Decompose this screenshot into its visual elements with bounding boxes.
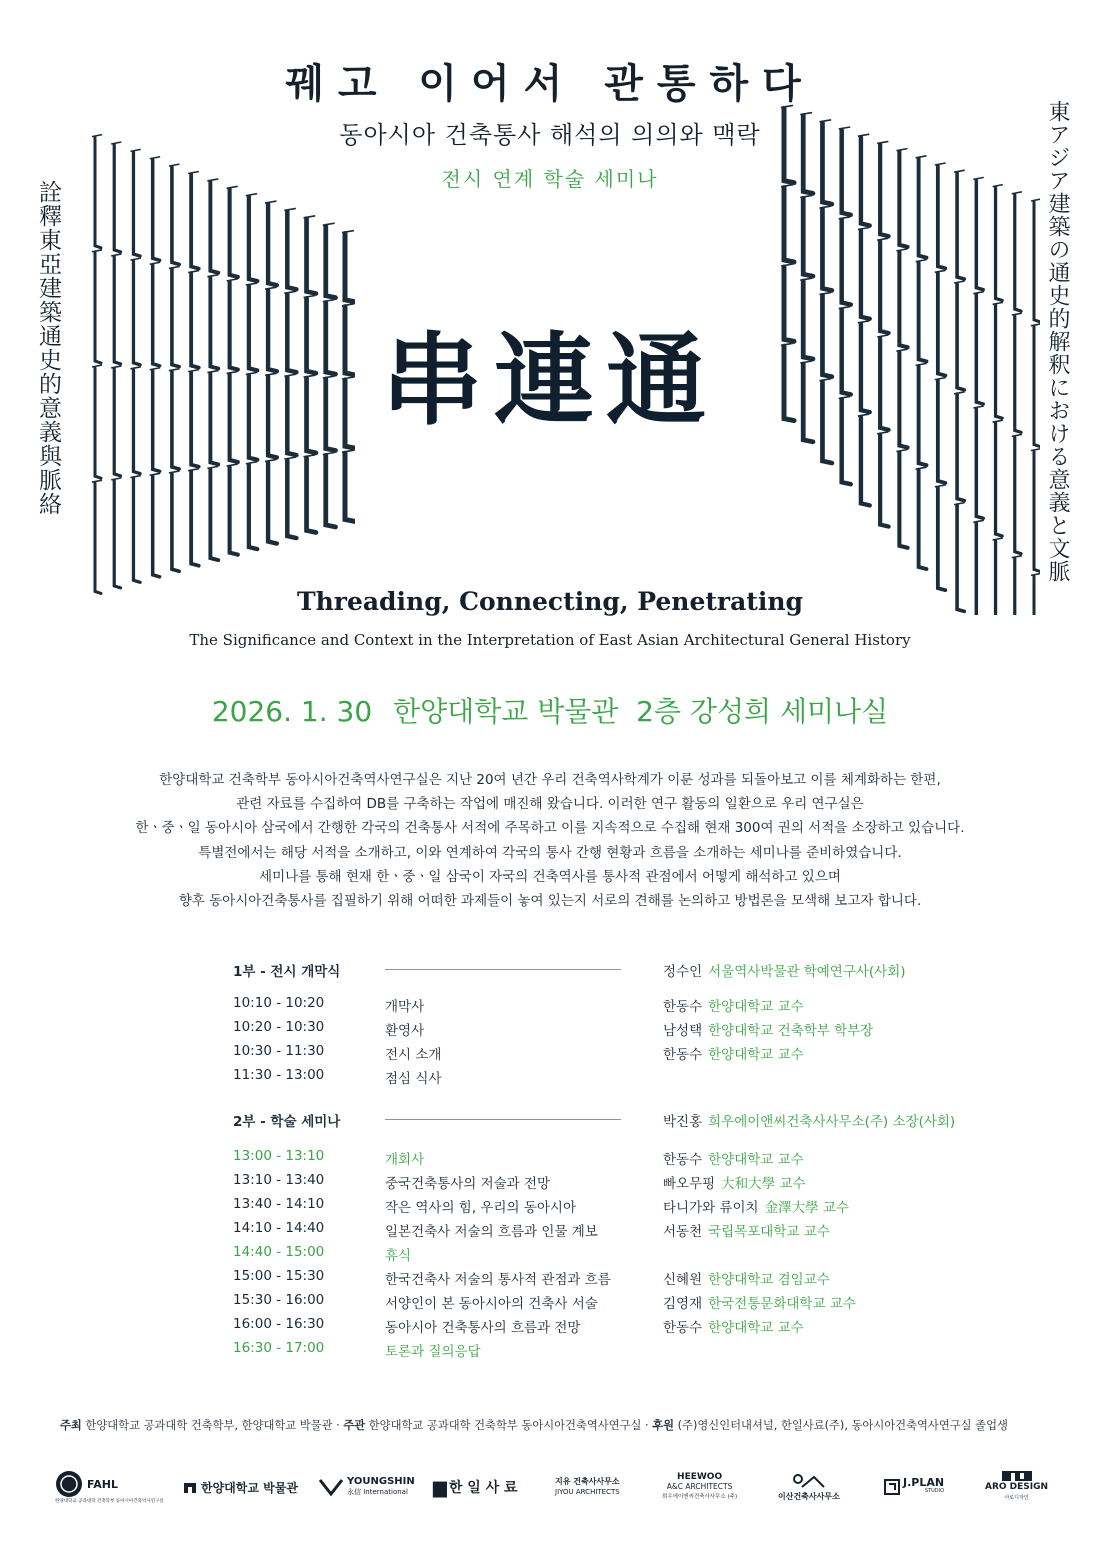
session-time: 10:20 - 10:30 (233, 1019, 325, 1035)
schedule-row (233, 1340, 983, 1360)
brush-stroke-cap (227, 464, 238, 466)
brush-stroke-cap (304, 216, 316, 218)
brush-stroke (268, 204, 277, 285)
credits-line (60, 1417, 1050, 1433)
intro-line: 한양대학교 건축학부 동아시아건축역사연구실은 지난 20여 년간 우리 건축역사학계가 이룬 성과를 되돌아보고 이를 체계화하는 한편, (159, 772, 941, 788)
brush-stroke-cap (839, 217, 851, 219)
brush-stroke (307, 219, 316, 294)
brush-stroke (822, 209, 831, 290)
intro-line: 관련 자료를 수집하여 DB를 구축하는 작업에 매진해 왔습니다. 이러한 연구 활동의 일환으로 우리 연구실은 (236, 796, 864, 813)
brush-stroke-cap (150, 262, 160, 264)
brush-stroke (1034, 452, 1040, 572)
brush-stroke-cap (993, 538, 1003, 540)
jplan-mark-icon (883, 1478, 901, 1496)
seal-icon (55, 1470, 83, 1498)
session-time: 15:00 - 15:30 (233, 1268, 325, 1284)
english-title: Threading, Connecting, Penetrating (297, 587, 803, 616)
session-program: 점심 식사 (385, 1071, 442, 1087)
schedule-row (233, 1268, 983, 1288)
intro-line: 한ㆍ중ㆍ일 동아시아 삼국에서 간행한 각국의 건축통사 서적에 주목하고 이를 지속적으로 수집해 현재 300여 권의 서적을 소장하고 있습니다. (135, 820, 965, 837)
intro-line: 향후 동아시아건축통사를 집필하기 위해 어떠한 과제들이 놓여 있는지 서로의 견해를 논의하고 방법론을 모색해 보고자 합니다. (178, 893, 922, 910)
aro-text: ARO DESIGN (985, 1482, 1049, 1492)
hanil-logo (433, 1462, 518, 1512)
brush-stroke-cap (265, 459, 276, 461)
speaker-affiliation: 大和大學 교수 (721, 1176, 806, 1192)
brush-stroke (230, 189, 238, 277)
intro-line: 특별전에서는 해당 서적을 소개하고, 이와 연계하여 각국의 통사 간행 현황과 흐름을 소개하는 세미나를 준비하였습니다. (198, 844, 902, 861)
brush-stroke-cap (169, 266, 180, 268)
speaker-affiliation: 한양대학교 교수 (708, 1047, 804, 1063)
brush-stroke (95, 138, 101, 248)
brush-stroke (210, 182, 218, 273)
brush-stroke (230, 467, 238, 555)
main-title: 꿰고 이어서 관통하다 (285, 61, 815, 107)
jiyou-logo (555, 1462, 620, 1512)
vertical-text-japanese: 東アジア建築の通史的解釈における意義と文脈 (1045, 100, 1070, 583)
brush-stroke-cap (916, 156, 927, 158)
brush-stroke (307, 458, 316, 533)
sponsor-logos (55, 1462, 1055, 1512)
event-date: 2026. 1. 30 (211, 695, 373, 728)
brush-stroke-cap (819, 292, 831, 294)
brush-stroke-cap (265, 287, 276, 289)
brush-stroke (249, 197, 257, 281)
brush-stroke-cap (342, 450, 354, 452)
jplan-logo (883, 1462, 944, 1512)
brush-stroke-cap (800, 195, 812, 197)
schedule-row (233, 1196, 983, 1216)
session-speaker: 남성택 (663, 1023, 703, 1039)
schedule-row (233, 1244, 983, 1264)
brush-stroke (880, 435, 888, 527)
brush-stroke-cap (954, 281, 965, 283)
brush-stroke (326, 456, 336, 527)
schedule-part2-header (233, 1110, 983, 1130)
speaker-affiliation: 한양대학교 교수 (708, 1152, 804, 1168)
brush-stroke (1015, 437, 1021, 553)
organizer-label: 주관 (343, 1419, 366, 1432)
heewoo-kr: 희우에이앤씨건축사사무소 (주) (662, 1494, 738, 1500)
separator: · (645, 1419, 649, 1432)
brush-stroke-cap (304, 295, 316, 297)
brush-stroke-cap (323, 223, 335, 225)
brush-stroke-cap (323, 453, 335, 455)
brush-stroke-cap (1012, 192, 1022, 194)
brush-stroke-cap (284, 457, 296, 459)
schedule-row (233, 995, 983, 1015)
host-text: 한양대학교 공과대학 건축학부, 한양대학교 박물관 (85, 1419, 333, 1432)
session-program: 환영사 (385, 1023, 425, 1039)
schedule-row (233, 1172, 983, 1192)
brush-stroke-cap (111, 478, 121, 480)
brush-stroke-cap (284, 291, 296, 293)
brush-stroke-cap (858, 228, 869, 230)
brush-stroke-cap (150, 157, 160, 159)
part1-host-name: 정수인 (663, 964, 703, 980)
part1-host-affil: 서울역사박물관 학예연구사(사회) (708, 964, 906, 980)
brush-stroke-cap (935, 270, 946, 272)
session-time: 16:30 - 17:00 (233, 1340, 325, 1356)
ys-icon (318, 1476, 344, 1498)
jiyou-kr: 지유 건축사사무소 (555, 1477, 620, 1486)
brush-stroke-cap (169, 471, 180, 473)
speaker-affiliation: 한양대학교 교수 (708, 1320, 804, 1336)
session-time: 14:40 - 15:00 (233, 1244, 325, 1260)
brush-stroke-cap (150, 473, 160, 475)
session-speaker: 신혜원 (663, 1272, 703, 1288)
schedule-part1-header (233, 960, 983, 980)
brush-stroke-cap (935, 485, 946, 487)
fahl-logo (55, 1462, 175, 1512)
speaker-affiliation: 한양대학교 건축학부 학부장 (708, 1023, 874, 1039)
brush-stroke-cap (304, 455, 316, 457)
youngshin-text: YOUNGSHIN (347, 1476, 415, 1487)
brush-stroke-cap (227, 279, 238, 281)
jiyou-en: JIYOU ARCHITECTS (555, 1488, 620, 1496)
brush-stroke-cap (111, 254, 121, 256)
event-venue: 한양대학교 박물관 2층 강성희 세미나실 (393, 695, 889, 728)
speaker-affiliation: 한양대학교 교수 (708, 999, 804, 1015)
part2-host-affil: 희우에이앤씨건축사사무소(주) 소장(사회) (708, 1114, 956, 1130)
session-speaker: 빠오무핑 (663, 1176, 716, 1192)
session-program: 작은 역사의 힘, 우리의 동아시아 (385, 1200, 576, 1216)
brush-stroke-cap (896, 249, 907, 251)
brush-stroke (938, 488, 946, 590)
brush-stroke (114, 481, 120, 588)
brush-stroke (133, 479, 140, 583)
brush-stroke-cap (877, 238, 888, 240)
session-program: 개회사 (385, 1152, 425, 1168)
museum-logo (183, 1462, 298, 1512)
session-program: 토론과 질의응답 (385, 1344, 481, 1360)
isan-text: 이산건축사사무소 (778, 1491, 840, 1501)
session-program: 개막사 (385, 999, 425, 1015)
schedule-row (233, 1292, 983, 1312)
brush-stroke (976, 180, 983, 289)
hanil-mark-icon: ▆ (433, 1476, 447, 1498)
organizer-text: 한양대학교 공과대학 건축학부 동아시아건축역사연구실 (368, 1419, 642, 1432)
schedule-row (233, 1220, 983, 1240)
divider-line (385, 969, 621, 970)
brush-stroke (287, 460, 296, 538)
host-label: 주최 (60, 1419, 82, 1432)
isan-logo (778, 1462, 840, 1512)
aro-kr: 아로디자인 (1004, 1495, 1029, 1501)
brush-stroke-cap (284, 208, 296, 210)
brush-stroke-cap (246, 194, 257, 196)
brush-stroke (268, 462, 277, 543)
hanil-text: 한 일 사 료 (448, 1480, 518, 1496)
session-speaker: 김영재 (663, 1296, 703, 1312)
brush-stroke (249, 465, 257, 549)
session-speaker: 한동수 (663, 1320, 703, 1336)
session-speaker: 한동수 (663, 1047, 703, 1063)
brush-stroke-cap (1031, 449, 1040, 451)
session-program: 전시 소개 (385, 1047, 442, 1063)
vertical-text-chinese: 詮釋東亞建築通史的意義與脈絡 (35, 180, 61, 516)
session-program: 서양인이 본 동아시아의 건축사 서술 (385, 1296, 598, 1312)
heewoo-logo (662, 1462, 737, 1512)
brush-stroke-cap (1031, 573, 1040, 575)
date-venue-line (0, 690, 1100, 730)
session-speaker: 서동천 (663, 1224, 703, 1240)
session-time: 14:10 - 14:40 (233, 1220, 325, 1236)
subtitle: 동아시아 건축통사 해석의 의의와 맥락 (339, 121, 761, 149)
session-time: 13:10 - 13:40 (233, 1172, 325, 1188)
session-time: 10:10 - 10:20 (233, 995, 325, 1011)
brush-stroke-cap (781, 264, 793, 266)
session-speaker: 타니가와 류이치 (663, 1200, 759, 1216)
session-speaker: 한동수 (663, 1152, 703, 1168)
jplan-sub: STUDIO (924, 1488, 945, 1494)
brush-stroke (191, 472, 199, 566)
brush-stroke (345, 453, 355, 521)
brush-stroke (287, 211, 296, 289)
brush-stroke-cap (92, 480, 102, 482)
brush-stroke-cap (916, 260, 927, 262)
brush-stroke-cap (207, 275, 218, 277)
brush-stroke-cap (130, 258, 140, 260)
brush-stroke-cap (265, 201, 276, 203)
divider-line (385, 1119, 621, 1120)
museum-icon (183, 1480, 197, 1494)
brush-stroke-cap (1012, 556, 1022, 558)
brush-stroke (95, 483, 101, 593)
english-subtitle: The Significance and Context in the Interpretation of East Asian Architectural General History (189, 631, 911, 649)
part1-title: 1부 - 전시 개막식 (233, 964, 341, 980)
brush-stroke (153, 476, 160, 577)
isan-mark-icon (792, 1473, 826, 1491)
brush-stroke (326, 226, 336, 297)
brush-stroke (210, 469, 218, 560)
fahl-caption: 한양대학교 공과대학 건축학부 동아시아건축역사연구실 (55, 1499, 164, 1504)
brush-stroke (899, 453, 907, 548)
session-time: 11:30 - 13:00 (233, 1067, 325, 1083)
brush-stroke (919, 470, 927, 569)
session-time: 16:00 - 16:30 (233, 1316, 325, 1332)
brush-stroke-cap (207, 466, 218, 468)
jplan-text: J.PLAN (903, 1476, 945, 1489)
session-program: 동아시아 건축통사의 흐름과 전망 (385, 1320, 581, 1336)
brush-stroke (114, 145, 120, 252)
speaker-affiliation: 金澤大學 교수 (764, 1200, 849, 1216)
sponsor-label: 후원 (652, 1419, 675, 1432)
part2-title: 2부 - 학술 세미나 (233, 1114, 341, 1130)
session-program: 중국건축통사의 저술과 전망 (385, 1176, 551, 1192)
heewoo-sub: A&C ARCHITECTS (666, 1482, 733, 1491)
session-program: 일본건축사 저술의 흐름과 인물 계보 (385, 1224, 598, 1240)
brush-stroke-cap (916, 467, 927, 469)
youngshin-sub: 永信 International (347, 1488, 408, 1496)
fahl-text: FAHL (87, 1477, 118, 1491)
separator: · (336, 1419, 340, 1432)
aro-logo (985, 1462, 1048, 1512)
brush-stroke-cap (973, 520, 983, 522)
brush-stroke-cap (130, 476, 140, 478)
speaker-affiliation: 국립목포대학교 교수 (708, 1224, 830, 1240)
speaker-affiliation: 한양대학교 겸임교수 (708, 1272, 830, 1288)
aro-mark-icon (1000, 1470, 1034, 1482)
seminar-tagline: 전시 연계 학술 세미나 (441, 167, 659, 191)
museum-text: 한양대학교 박물관 (201, 1480, 298, 1495)
speaker-affiliation: 한국전통문화대학교 교수 (708, 1296, 856, 1312)
brush-stroke (1015, 195, 1021, 311)
schedule-row (233, 1148, 983, 1168)
brush-stroke (172, 474, 179, 571)
session-speaker: 한동수 (663, 999, 703, 1015)
session-time: 15:30 - 16:00 (233, 1292, 325, 1308)
brush-stroke-cap (92, 250, 102, 252)
brush-stroke (345, 234, 355, 302)
intro-line: 세미나를 통해 현재 한ㆍ중ㆍ일 삼국이 자국의 건축역사를 통사적 관점에서 어떻게 해석하고 있으며 (259, 868, 841, 885)
schedule-row (233, 1067, 983, 1087)
session-time: 13:00 - 13:10 (233, 1148, 325, 1164)
brush-stroke-cap (800, 278, 812, 280)
session-time: 10:30 - 11:30 (233, 1043, 325, 1059)
session-program: 한국건축사 저술의 통사적 관점과 흐름 (385, 1272, 611, 1288)
brush-stroke-cap (973, 292, 983, 294)
schedule-row (233, 1019, 983, 1039)
session-program: 휴식 (385, 1248, 412, 1264)
heewoo-text: HEEWOO (677, 1472, 723, 1482)
brush-stroke (996, 188, 1003, 301)
brush-stroke-cap (342, 231, 354, 233)
brush-stroke (803, 198, 813, 276)
brush-stroke (784, 188, 794, 262)
brush-stroke-cap (954, 503, 965, 505)
brush-stroke-cap (1031, 199, 1040, 201)
brush-stroke-cap (819, 206, 831, 208)
intro-paragraph (60, 768, 1040, 913)
sponsor-text: (주)영신인터내셔널, 한일사료(주), 동아시아건축역사연구실 졸업생 (677, 1419, 1008, 1432)
brush-stroke-cap (246, 462, 257, 464)
youngshin-logo (318, 1462, 415, 1512)
schedule-row (233, 1316, 983, 1336)
brush-stroke-cap (246, 283, 257, 285)
session-time: 13:40 - 14:10 (233, 1196, 325, 1212)
brush-stroke-cap (896, 450, 907, 452)
part2-host-name: 박진홍 (663, 1114, 703, 1130)
brush-stroke-cap (188, 271, 199, 273)
schedule-row (233, 1043, 983, 1063)
brush-stroke (842, 220, 851, 305)
calligraphy-title: 串連通 (382, 321, 718, 439)
brush-stroke-cap (188, 469, 199, 471)
